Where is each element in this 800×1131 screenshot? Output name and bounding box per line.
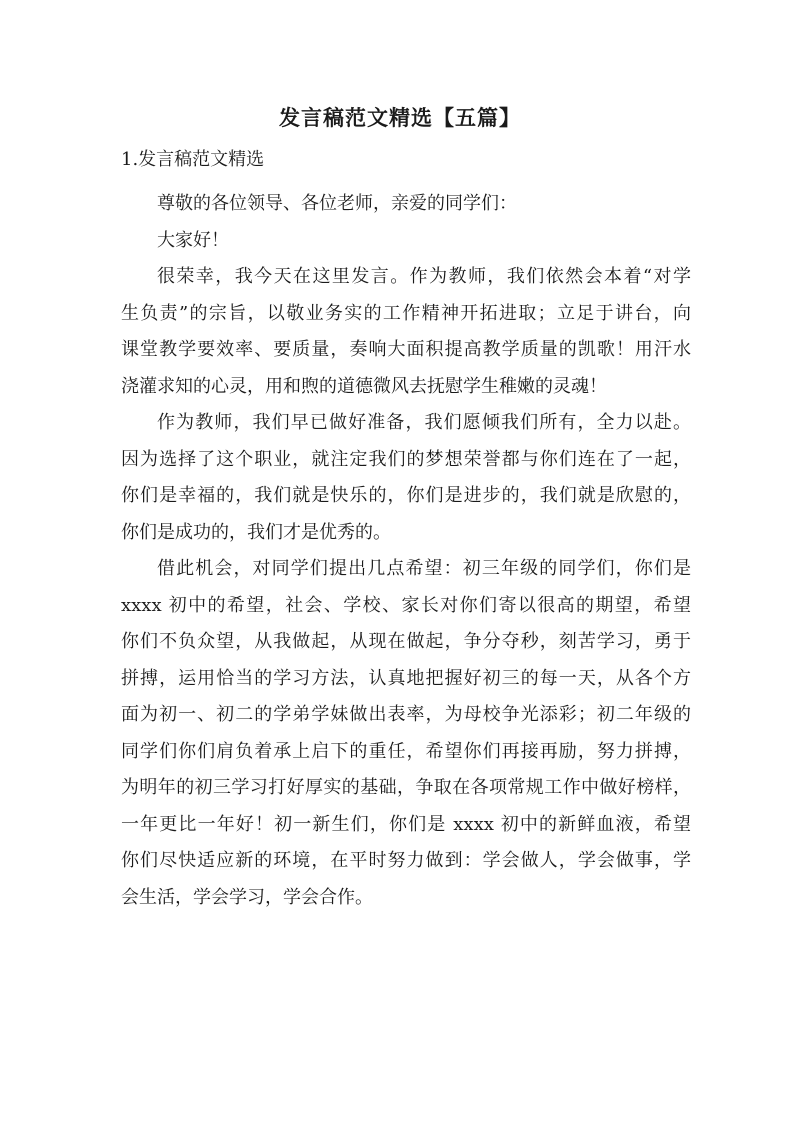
section-heading: 1.发言稿范文精选 bbox=[121, 149, 265, 170]
text-line: 拼搏，运用恰当的学习方法，认真地把握好初三的每一天，从各个方 bbox=[121, 667, 691, 689]
page-title: 发言稿范文精选【五篇】 bbox=[279, 105, 521, 130]
text-line: xxxx 初中的希望，社会、学校、家长对你们寄以很高的期望，希望 bbox=[121, 594, 691, 616]
body-text bbox=[121, 186, 691, 916]
text-line: 你们是幸福的，我们就是快乐的，你们是进步的，我们就是欣慰的， bbox=[121, 485, 691, 506]
text-line: 你们不负众望，从我做起，从现在做起，争分夺秒，刻苦学习，勇于 bbox=[121, 631, 691, 652]
text-line: 作为教师，我们早已做好准备，我们愿倾我们所有，全力以赴。 bbox=[157, 412, 691, 433]
text-line: 浇灌求知的心灵，用和煦的道德微风去抚慰学生稚嫩的灵魂！ bbox=[121, 375, 607, 397]
text-line: 会生活，学会学习，学会合作。 bbox=[121, 886, 373, 908]
text-line: 借此机会，对同学们提出几点希望：初三年级的同学们，你们是 bbox=[157, 558, 691, 579]
text-line: 为明年的初三学习打好厚实的基础，争取在各项常规工作中做好榜样， bbox=[121, 777, 691, 798]
text-line: 你们是成功的，我们才是优秀的。 bbox=[121, 521, 391, 543]
text-line: 尊敬的各位领导、各位老师，亲爱的同学们： bbox=[157, 193, 517, 214]
text-line: 你们尽快适应新的环境，在平时努力做到：学会做人，学会做事，学 bbox=[121, 850, 691, 871]
text-line: 面为初一、初二的学弟学妹做出表率，为母校争光添彩；初二年级的 bbox=[121, 704, 691, 725]
text-line: 课堂教学要效率、要质量，奏响大面积提高教学质量的凯歌！用汗水 bbox=[121, 339, 691, 360]
text-line: 同学们你们肩负着承上启下的重任，希望你们再接再励，努力拼搏， bbox=[121, 740, 691, 762]
text-line: 因为选择了这个职业，就注定我们的梦想荣誉都与你们连在了一起， bbox=[121, 448, 691, 470]
text-line: 大家好！ bbox=[157, 229, 229, 251]
text-line: 很荣幸，我今天在这里发言。作为教师，我们依然会本着“对学 bbox=[157, 266, 691, 287]
text-line: 一年更比一年好！初一新生们，你们是 xxxx 初中的新鲜血液，希望 bbox=[121, 813, 691, 835]
text-line: 生负责”的宗旨，以敬业务实的工作精神开拓进取；立足于讲台，向 bbox=[121, 302, 691, 324]
